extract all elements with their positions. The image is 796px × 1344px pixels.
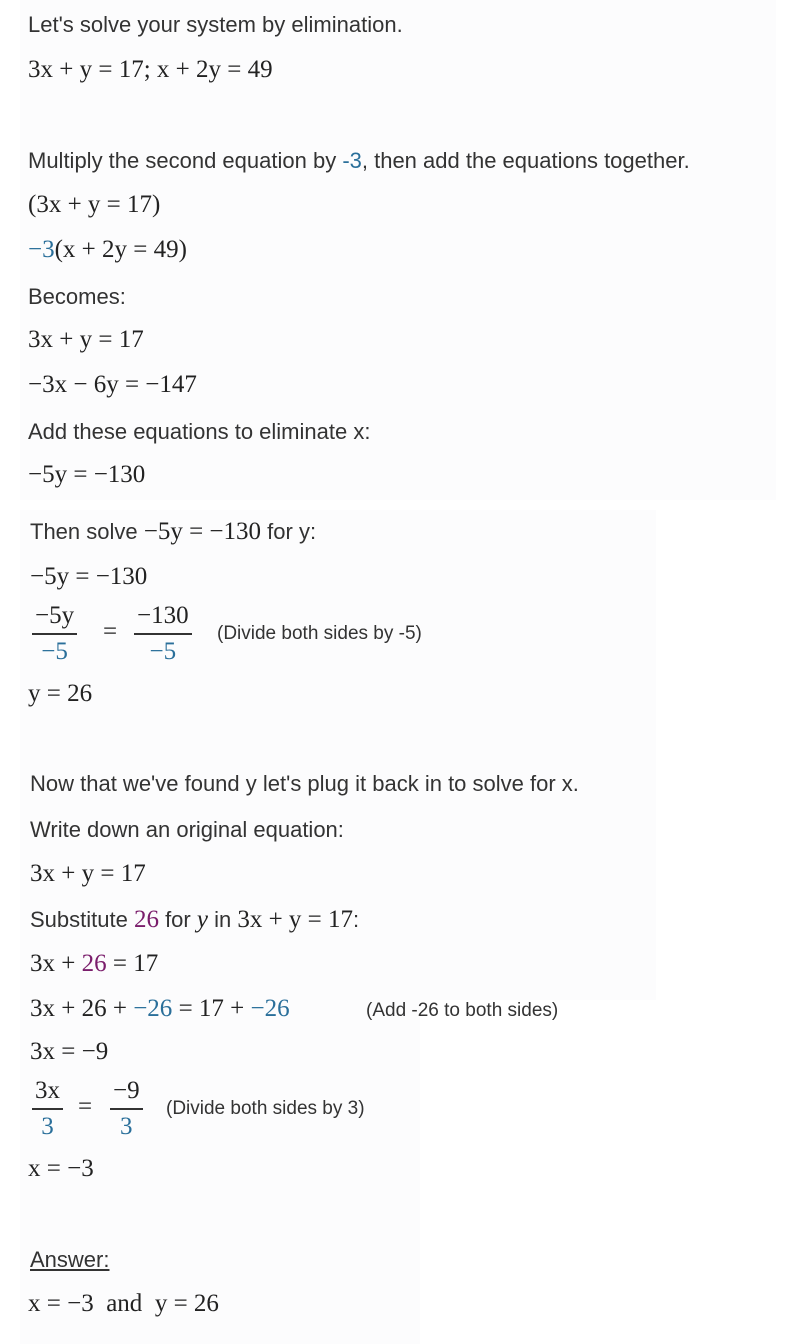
fraction-bar: [32, 633, 77, 635]
fraction-numerator: −9: [113, 1077, 140, 1104]
equals-sign: =: [78, 1093, 93, 1120]
fraction-bar: [134, 633, 192, 635]
add-pre: 3x + 26 +: [30, 995, 134, 1022]
final-answer: [28, 1290, 219, 1318]
step2-title-eq: −5y = −130: [143, 518, 262, 545]
step2-title-pre: Then solve: [30, 519, 144, 544]
step3-result: x = −3: [28, 1155, 94, 1182]
substituted-value: 26: [81, 950, 107, 977]
substitute-in: in: [207, 907, 238, 932]
step3-substituted: [30, 950, 158, 978]
substituted-pre: 3x +: [30, 950, 82, 977]
add-value-right: −26: [250, 995, 290, 1022]
step2-fraction-right: [134, 602, 192, 666]
fraction-denominator: 3: [41, 1112, 54, 1140]
step1-instruction: [28, 148, 690, 174]
fraction-numerator: 3x: [35, 1077, 60, 1104]
step1-result: −5y = −130: [28, 461, 146, 488]
answer-label: Answer:: [30, 1247, 110, 1272]
step3-add-note: (Add -26 to both sides): [366, 1000, 559, 1021]
answer-y: y = 26: [154, 1290, 219, 1317]
intro-text: Let's solve your system by elimination.: [28, 12, 403, 37]
step3-write: Write down an original equation:: [30, 817, 344, 842]
add-value-left: −26: [133, 995, 173, 1022]
add-mid: = 17 +: [172, 995, 251, 1022]
step3-substitute: [30, 906, 359, 934]
fraction-numerator: −130: [137, 602, 189, 629]
step1-becomes-eq2: −3x − 6y = −147: [28, 371, 197, 398]
system-eq2: x + 2y = 49: [156, 56, 273, 83]
step3-fraction-right: [110, 1077, 143, 1141]
step2-result: y = 26: [28, 680, 93, 707]
step3-simplified: 3x = −9: [30, 1038, 109, 1065]
step1-line2-rest: (x + 2y = 49): [54, 236, 187, 263]
answer-x: x = −3: [28, 1290, 94, 1317]
add-label: Add these equations to eliminate x:: [28, 419, 371, 444]
answer-and: and: [106, 1290, 143, 1317]
fraction-denominator: −5: [149, 637, 177, 665]
step1-becomes-eq1: 3x + y = 17: [28, 326, 144, 353]
step2-line1: −5y = −130: [30, 563, 148, 590]
system-equations: [28, 56, 273, 84]
step3-intro: Now that we've found y let's plug it back in to solve for x.: [30, 771, 579, 796]
step3-fraction-note: (Divide both sides by 3): [166, 1098, 365, 1119]
substitute-value: 26: [133, 906, 159, 933]
fraction-denominator: −5: [41, 637, 68, 665]
step1-line1: (3x + y = 17): [28, 191, 161, 218]
substitute-pre: Substitute: [30, 907, 134, 932]
system-eq1: 3x + y = 17: [28, 56, 144, 83]
substitute-variable: y: [196, 906, 208, 933]
step3-fraction-left: [32, 1077, 63, 1141]
step3-add-both-sides: [30, 995, 290, 1023]
step1-line2: [28, 236, 187, 264]
equals-sign: =: [103, 618, 118, 645]
step1-line2-factor: −3: [28, 236, 55, 263]
fraction-denominator: 3: [120, 1112, 133, 1140]
step3-original-equation: 3x + y = 17: [30, 860, 146, 887]
fraction-bar: [110, 1108, 143, 1110]
becomes-label: Becomes:: [28, 284, 126, 309]
substituted-post: = 17: [106, 950, 159, 977]
substitute-for: for: [158, 907, 197, 932]
system-separator: ;: [143, 56, 151, 83]
step1-instruction-pre: Multiply the second equation by: [28, 148, 343, 173]
fraction-numerator: −5y: [35, 602, 75, 629]
step2-fraction-left: [32, 602, 77, 666]
step1-multiplier: -3: [342, 148, 362, 173]
step1-instruction-post: , then add the equations together.: [361, 148, 690, 173]
step2-title-post: for y:: [261, 519, 317, 544]
step2-note: (Divide both sides by -5): [217, 623, 422, 644]
substitute-equation: 3x + y = 17: [237, 906, 354, 933]
fraction-bar: [32, 1108, 63, 1110]
step2-title: [30, 518, 316, 546]
substitute-colon: :: [353, 907, 360, 932]
